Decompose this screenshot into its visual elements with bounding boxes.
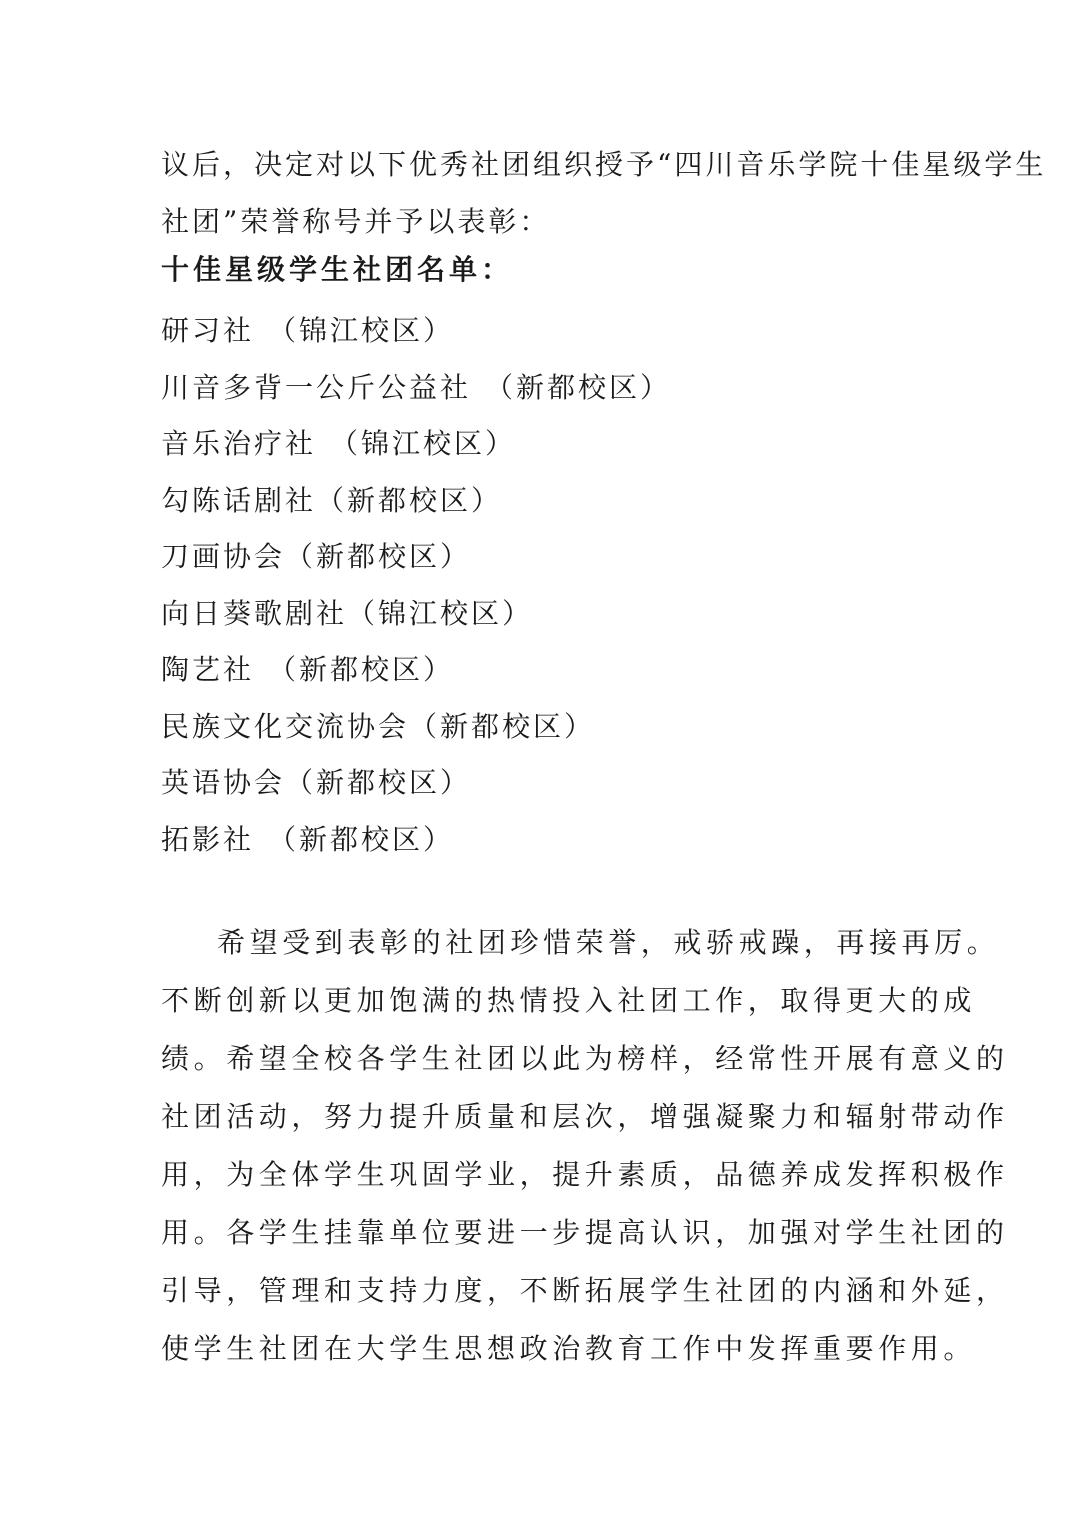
club-list-item	[161, 699, 921, 756]
club-campus: （新都校区）	[285, 540, 472, 573]
club-list-item	[161, 529, 921, 586]
club-list-item	[161, 586, 921, 643]
closing-line: 引导，管理和支持力度，不断拓展学生社团的内涵和外延，	[161, 1274, 1009, 1307]
club-campus: （新都校区）	[316, 483, 503, 517]
club-list-item	[161, 812, 921, 869]
club-list-item	[161, 360, 921, 417]
club-campus: （新都校区）	[285, 766, 472, 799]
club-list-item	[161, 642, 921, 699]
club-name: 研习社	[161, 314, 255, 347]
intro-paragraph	[161, 136, 1047, 250]
club-list-heading: 十佳星级学生社团名单：	[161, 253, 514, 286]
club-list-item	[161, 755, 921, 812]
club-name: 陶艺社	[161, 653, 255, 686]
club-campus: （锦江校区）	[330, 427, 517, 460]
club-name: 音乐治疗社	[161, 427, 317, 460]
intro-line: 社团”荣誉称号并予以表彰：	[161, 205, 551, 238]
closing-line: 社团活动，努力提升质量和层次，增强凝聚力和辐射带动作	[161, 1100, 1009, 1133]
club-name: 民族文化交流协会	[161, 709, 410, 743]
closing-line: 希望受到表彰的社团珍惜荣誉，戒骄戒躁，再接再厉。	[217, 926, 1000, 959]
club-list	[161, 303, 921, 868]
club-campus: （新都校区）	[409, 709, 596, 743]
closing-paragraph	[161, 914, 1009, 1378]
club-name: 勾陈话剧社	[161, 483, 317, 517]
club-list-item	[161, 416, 921, 473]
closing-line: 不断创新以更加饱满的热情投入社团工作，取得更大的成	[161, 984, 977, 1017]
club-name: 川音多背一公斤公益社	[161, 370, 472, 404]
club-list-item	[161, 303, 921, 360]
club-campus: （新都校区）	[485, 370, 672, 404]
club-name: 刀画协会	[161, 540, 286, 573]
closing-line: 用。各学生挂靠单位要进一步提高认识，加强对学生社团的	[161, 1216, 1009, 1249]
closing-line: 使学生社团在大学生思想政治教育工作中发挥重要作用。	[161, 1332, 977, 1365]
club-list-item	[161, 473, 921, 530]
club-campus: （锦江校区）	[347, 596, 534, 630]
club-name: 拓影社	[161, 822, 255, 856]
club-name: 向日葵歌剧社	[161, 596, 348, 630]
club-campus: （锦江校区）	[268, 314, 455, 347]
closing-line: 绩。希望全校各学生社团以此为榜样，经常性开展有意义的	[161, 1042, 1009, 1075]
club-campus: （新都校区）	[268, 653, 455, 686]
intro-line: 议后，决定对以下优秀社团组织授予“四川音乐学院十佳星级学生	[161, 148, 1047, 181]
closing-line: 用，为全体学生巩固学业，提升素质，品德养成发挥积极作	[161, 1158, 1009, 1191]
club-name: 英语协会	[161, 766, 286, 799]
club-campus: （新都校区）	[268, 822, 455, 856]
